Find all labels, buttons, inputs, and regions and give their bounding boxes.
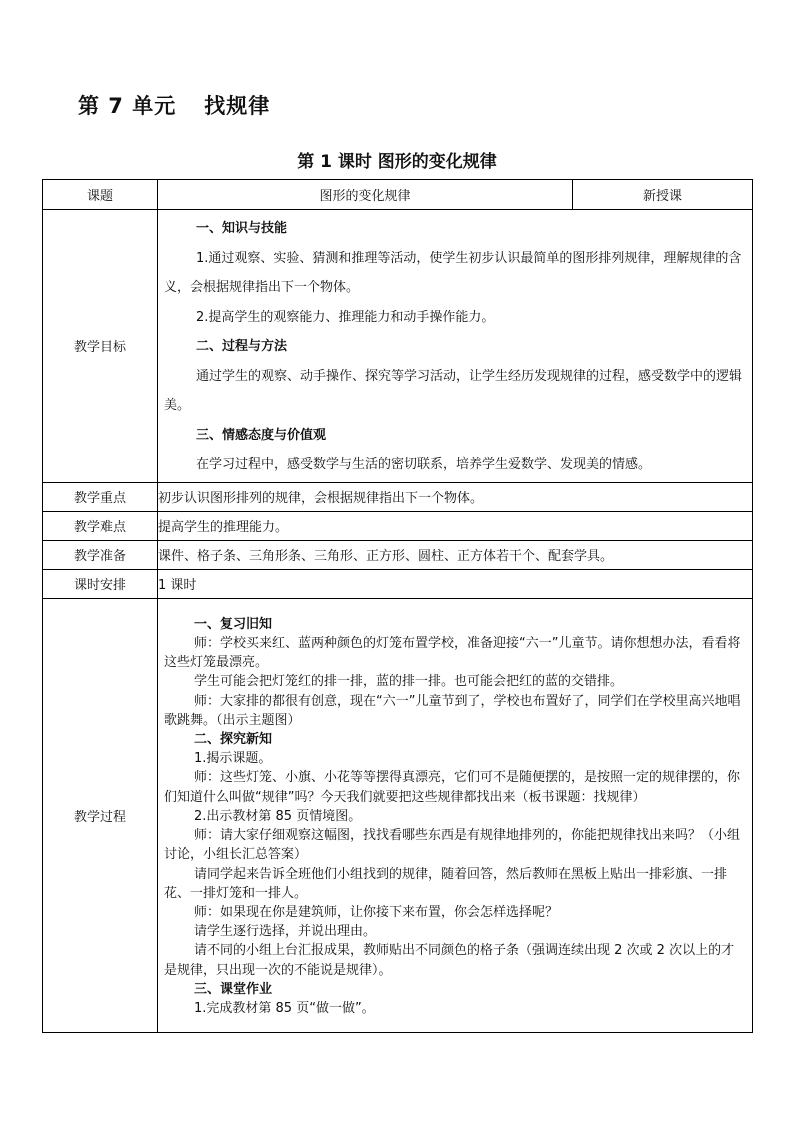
section-heading: 一、知识与技能 [196, 221, 288, 236]
table-row-key-points [43, 482, 753, 511]
unit-name: 找规律 [204, 94, 271, 118]
goals-cell [158, 210, 753, 483]
process-content [158, 612, 752, 1018]
section-heading: 二、过程与方法 [196, 339, 288, 354]
paragraph: 1.揭示课题。 [194, 751, 272, 767]
table-row-topic [43, 180, 753, 210]
paragraph: 通过学生的观察、动手操作、探究等学习活动，让学生经历发现规律的过程，感受数学中的逻辑美。 [164, 368, 743, 413]
section-heading: 三、情感态度与价值观 [196, 427, 327, 443]
paragraph: 2.提高学生的观察能力、推理能力和动手操作能力。 [196, 309, 495, 325]
paragraph: 请同学起来告诉全班他们小组找到的规律，随着回答，然后教师在黑板上贴出一排彩旗、一排花、一排灯笼和一排人。 [164, 866, 728, 901]
table-row-goals [43, 210, 753, 483]
paragraph: 请不同的小组上台汇报成果，教师贴出不同颜色的格子条（强调连续出现 2 次或 2 次以上的才是规律，只出现一次的不能说是规律）。 [164, 943, 735, 978]
paragraph: 师：大家排的都很有创意，现在“六一”儿童节到了，学校也布置好了，同学们在学校里高兴地唱歌跳舞。（出示主题图） [164, 693, 741, 728]
lesson-type: 新授课 [573, 180, 753, 210]
paragraph: 师：这些灯笼、小旗、小花等等摆得真漂亮，它们可不是随便摆的，是按照一定的规律摆的，你们知道什么叫做“规律”吗？今天我们就要把这些规律都找出来（板书课题：找规律） [164, 770, 741, 805]
difficulty-value: 提高学生的推理能力。 [158, 511, 753, 540]
schedule-label: 课时安排 [43, 569, 158, 598]
unit-title [78, 90, 270, 120]
goals-label: 教学目标 [43, 210, 158, 483]
section-heading: 二、探究新知 [194, 732, 273, 748]
table-row-preparation [43, 540, 753, 569]
section-heading: 三、课堂作业 [194, 981, 273, 997]
key-points-value: 初步认识图形排列的规律，会根据规律指出下一个物体。 [158, 482, 753, 511]
lesson-plan-table [42, 179, 753, 1033]
paragraph: 1.完成教材第 85 页“做一做”。 [194, 1000, 375, 1016]
schedule-value: 1 课时 [158, 569, 753, 598]
table-row-process [43, 598, 753, 1032]
paragraph: 2.出示教材第 85 页情境图。 [194, 808, 362, 824]
paragraph: 师：请大家仔细观察这幅图，找找看哪些东西是有规律地排列的，你能把规律找出来吗？（小组讨论，小组长汇总答案） [164, 828, 741, 863]
paragraph: 师：如果现在你是建筑师，让你接下来布置，你会怎样选择呢？ [194, 904, 559, 920]
topic-label: 课题 [43, 180, 158, 210]
paragraph: 师：学校买来红、蓝两种颜色的灯笼布置学校，准备迎接“六一”儿童节。请你想想办法，看看将这些灯笼最漂亮。 [164, 636, 741, 671]
lesson-title: 第 1 课时 图形的变化规律 [297, 152, 497, 172]
process-label: 教学过程 [43, 598, 158, 1032]
table-row-difficulty [43, 511, 753, 540]
paragraph: 1.通过观察、实验、猜测和推理等活动，使学生初步认识最简单的图形排列规律，理解规律的含义，会根据规律指出下一个物体。 [164, 250, 742, 295]
goals-content [158, 210, 752, 482]
paragraph: 在学习过程中，感受数学与生活的密切联系，培养学生爱数学、发现美的情感。 [196, 457, 652, 472]
section-heading: 一、复习旧知 [194, 616, 273, 632]
paragraph: 学生可能会把灯笼红的排一排，蓝的排一排。也可能会把红的蓝的交错排。 [194, 674, 624, 690]
paragraph: 请学生逐行选择，并说出理由。 [194, 924, 377, 940]
unit-label: 第 7 单元 [78, 94, 177, 118]
preparation-label: 教学准备 [43, 540, 158, 569]
table-row-schedule [43, 569, 753, 598]
preparation-value: 课件、格子条、三角形条、三角形、正方形、圆柱、正方体若干个、配套学具。 [158, 540, 753, 569]
topic-value: 图形的变化规律 [158, 180, 573, 210]
difficulty-label: 教学难点 [43, 511, 158, 540]
key-points-label: 教学重点 [43, 482, 158, 511]
process-cell [158, 598, 753, 1032]
